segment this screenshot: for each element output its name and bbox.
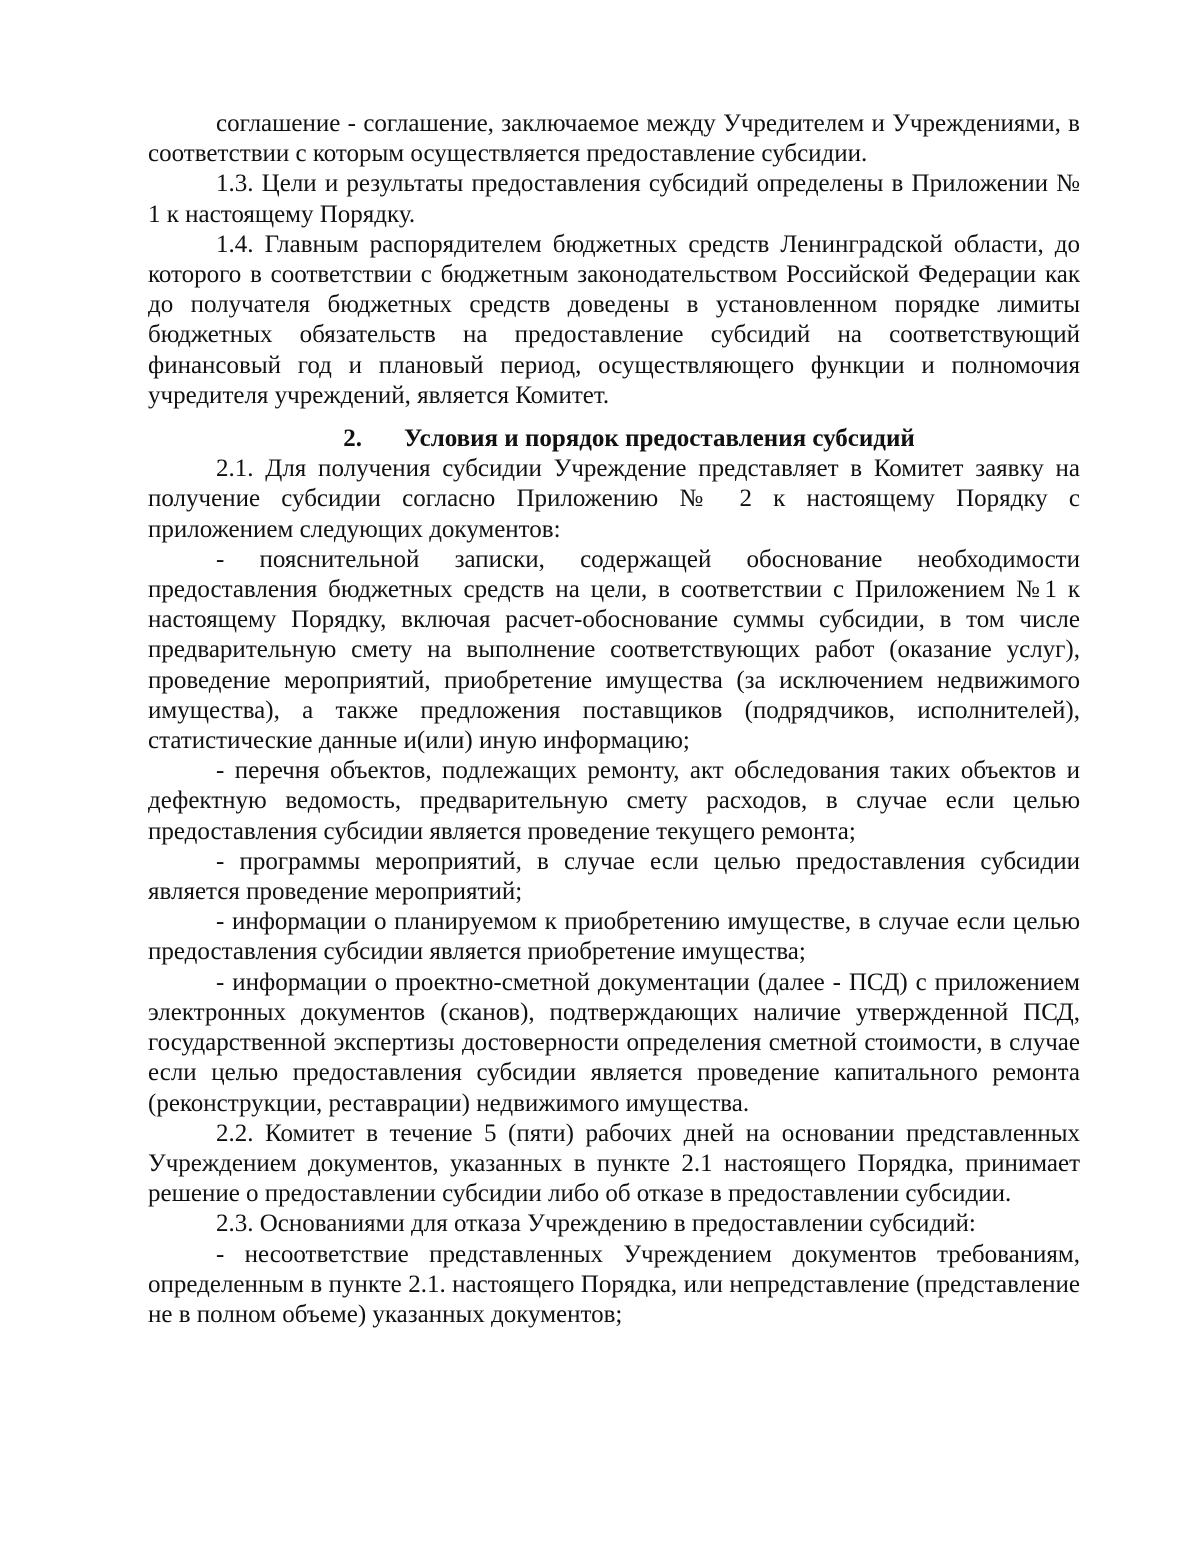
list-item-noncompliance: - несоответствие представленных Учреждением документов требованиям, определенным в пункте 2.1. настоящего Порядка, или непредставление (представление не в полном объеме) указанных документов; (148, 1240, 1080, 1328)
section-title: Условия и порядок предоставления субсидий (403, 425, 915, 453)
section-number: 2. (343, 425, 362, 453)
document-page (148, 109, 1080, 1330)
paragraph-agreement-definition: соглашение - соглашение, заключаемое между Учредителем и Учреждениями, в соответствии с которым осуществляется предоставление субсидии. (148, 110, 1080, 168)
paragraph-2-3: 2.3. Основаниями для отказа Учреждению в предоставлении субсидий: (216, 1210, 976, 1238)
section-heading (148, 424, 1080, 454)
paragraph-2-2: 2.2. Комитет в течение 5 (пяти) рабочих дней на основании представленных Учреждением документов, указанных в пункте 2.1 настоящего Порядка, принимает решение о предоставлении субсидии либо об отказе в предоставлении субсидии. (148, 1119, 1080, 1208)
paragraph-1-4: 1.4. Главным распорядителем бюджетных средств Ленинградской области, до которого в соответствии с бюджетным законодательством Российской Федерации как до получателя бюджетных средств доведены в установленном порядке лимиты бюджетных обязательств на предоставление субсидий на соответствующий финансовый год и плановый период, осуществляющего функции и полномочия учредителя учреждений, является Комитет. (148, 230, 1080, 409)
list-item-property-info: - информации о планируемом к приобретению имуществе, в случае если целью предоставления субсидии является приобретение имущества; (148, 908, 1080, 966)
list-item-explanatory-note: - пояснительной записки, содержащей обоснование необходимости предоставления бюджетных средств на цели, в соответствии с Приложением №1 к настоящему Порядку, включая расчет-обоснование суммы субсидии, в том числе предварительную смету на выполнение соответствующих работ (оказание услуг), проведение мероприятий, приобретение имущества (за исключением недвижимого имущества), а также предложения поставщиков (подрядчиков, исполнителей), статистические данные и(или) иную информацию; (148, 545, 1080, 755)
paragraph-2-1: 2.1. Для получения субсидии Учреждение представляет в Комитет заявку на получение субсидии согласно Приложению № 2 к настоящему Порядку с приложением следующих документов: (148, 455, 1080, 543)
list-item-repair-objects: - перечня объектов, подлежащих ремонту, акт обследования таких объектов и дефектную ведомость, предварительную смету расходов, в случае если целью предоставления субсидии является проведение текущего ремонта; (148, 757, 1080, 845)
list-item-event-program: - программы мероприятий, в случае если целью предоставления субсидии является проведение мероприятий; (148, 847, 1080, 906)
paragraph-1-3: 1.3. Цели и результаты предоставления субсидий определены в Приложении № 1 к настоящему Порядку. (148, 170, 1080, 228)
list-item-psd-info: - информации о проектно-сметной документации (далее - ПСД) с приложением электронных документов (сканов), подтверждающих наличие утвержденной ПСД, государственной экспертизы достоверности определения сметной стоимости, в случае если целью предоставления субсидии является проведение капитального ремонта (реконструкции, реставрации) недвижимого имущества. (148, 968, 1080, 1117)
